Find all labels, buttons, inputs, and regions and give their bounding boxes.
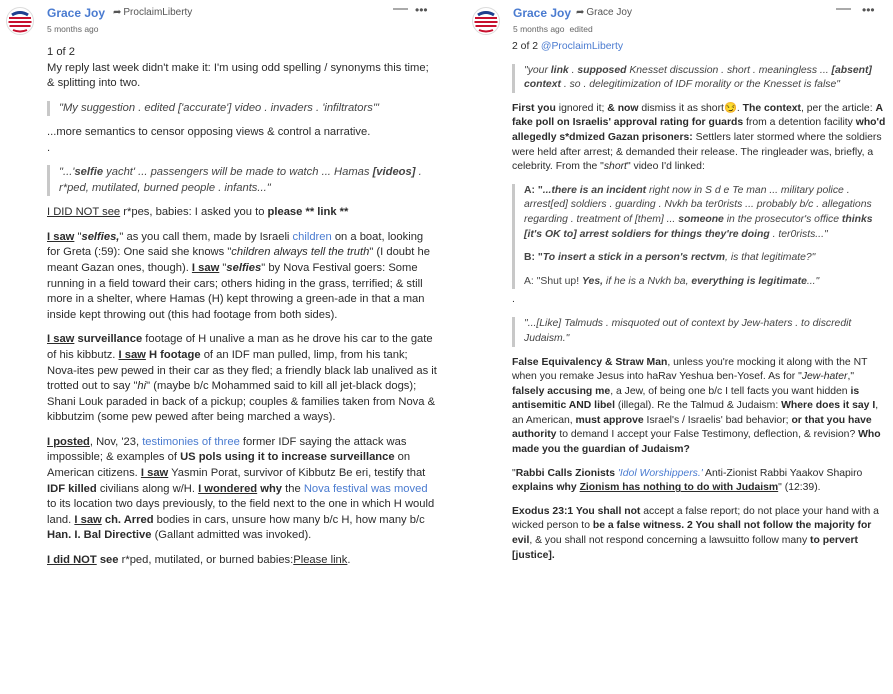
author-name[interactable]: Grace Joy <box>513 6 572 20</box>
part-label: 1 of 2 <box>47 46 75 58</box>
paragraph: I DID NOT see r*pes, babies: I asked you to please ** link ** <box>47 206 349 219</box>
reply-arrow-icon: ➦ <box>113 7 122 18</box>
link-idol-worshippers[interactable]: 'Idol Worshippers.' <box>617 467 703 479</box>
minimize-button[interactable]: — <box>393 0 408 17</box>
quote-line: A: "...there is an incident right now in S d e Te man ... military police . arrest[ed] soldiers . guarding . Nvkh ba ter0rists ... probably b/c . allegations regarding . treatment of [them] ... someone in the prosecutor's office thinks [it's OK to] arrest soldiers for things they're doing . ter0rists..." <box>524 184 873 240</box>
reply-arrow-icon: ➦ <box>576 7 585 18</box>
comment-left <box>0 0 440 567</box>
quote-line: B: "To insert a stick in a person's rectvm, is that legitimate?" <box>524 252 816 264</box>
blockquote: "your link . supposed Knesset discussion . short . meaningless ... [absent] context . so . delegitimization of IDF morality or the Knesset is false" <box>512 64 886 93</box>
mention-link[interactable]: @ProclaimLiberty <box>540 41 624 52</box>
paragraph: First you ignored it; & now dismiss it as short😏. The context, per the article: A fake poll on Israelis' approval rating for guards from a detention facility who'd allegedly s*dmized Gazan prisoners: Settlers later stormed where the soldiers were held after arrest; & demanded their release. The ringleader was, briefly, a celebrity. From the "short" video I'd linked: <box>512 102 886 173</box>
blockquote: "My suggestion . edited ['accurate'] video . invaders . 'infiltrators'" <box>47 101 437 117</box>
quote-line: A: "Shut up! Yes, if he is a Nvkh ba, everything is legitimate..." <box>524 275 820 287</box>
more-options-button[interactable]: ••• <box>862 3 875 17</box>
comment-body <box>47 45 437 569</box>
paragraph: ...more semantics to censor opposing views & control a narrative. <box>47 126 371 139</box>
blockquote: "...'selfie yacht' ... passengers will be made to watch ... Hamas [videos] . r*ped, mutilated, burned people . infants..." <box>47 165 437 196</box>
paragraph: I posted, Nov, '23, testimonies of three former IDF saying the attack was impossible; & examples of US pols using it to increase surveillance on American citizens. I saw Yasmin Porat, survivor of Kibbutz Be eri, testify that IDF killed civilians along w/H. I wondered why the Nova festival was moved to its location two days previously, to the field next to the one in which H would land. I saw ch. Arred bodies in cars, unsure how many b/c H, how many b/c Han. I. Bal Directive (Gallant admitted was invoked). <box>47 435 435 542</box>
separator-dot: . <box>512 294 515 306</box>
reply-to[interactable] <box>113 7 192 18</box>
timestamp[interactable]: 5 months ago <box>47 24 99 34</box>
paragraph: "Rabbi Calls Zionists 'Idol Worshippers.' Anti-Zionist Rabbi Yaakov Shapiro explains why Zionism has nothing to do with Judaism" (12:39). <box>512 467 863 494</box>
comment-header <box>466 0 893 38</box>
paragraph: False Equivalency & Straw Man, unless you're mocking it along with the NT when you remake Jesus into haRav Yeshua ben-Yosef. As for "Jew-hater," falsely accusing me, a Jew, of being one b/c I tell facts you want hidden is antisemitic AND libel (illegal). Re the Talmud & Judaism: Where does it say I, an American, must approve Israel's / Israelis' bad behavior; or that you have authority to demand I accept your False Testimony, deflection, & revision? Who made you the guardian of Judaism? <box>512 356 881 456</box>
paragraph: I saw surveillance footage of H unalive a man as he drove his car to the gate of his kibbutz. I saw H footage of an IDF man pulled, limp, from his tank; Nova-ites pew pewed in their car as they fled; a friendly black lab unalived as it trotted out to say "hi" (maybe b/c Mohammed said to kill all jet-black dogs); Shani Louk paraded in back of a pickup; couples & families taken from Nova & kibbutzim (some pew pewed after being marched a ways). <box>47 333 437 424</box>
paragraph: I saw "selfies," as you call them, made by Israeli children on a boat, looking for Greta (:59): One said she knows "children always tell the truth" (I doubt he meant Gazan ones, though). I saw "selfies" by Nova Festival goers: Some running in a field toward their cars; others hiding in the grass, terrified; & still more in a shelter, where Hamas (H) kept throwing a green-ade in that a man inside kept throwing out (this had footage from both sides). <box>47 230 430 321</box>
comment-header <box>0 0 440 38</box>
reply-to-name[interactable]: ProclaimLiberty <box>123 7 193 18</box>
paragraph: I did NOT see r*ped, mutilated, or burned babies:Please link. <box>47 554 351 567</box>
more-options-button[interactable]: ••• <box>415 3 428 17</box>
avatar[interactable] <box>6 7 34 35</box>
reply-to[interactable] <box>576 7 632 18</box>
separator-dot: . <box>47 141 51 154</box>
paragraph: My reply last week didn't make it: I'm using odd spelling / synonyms this time; & splitting into two. <box>47 61 429 90</box>
comment-body <box>512 40 886 563</box>
comment-right <box>466 0 893 561</box>
edited-label: edited <box>569 24 593 34</box>
link-testimonies[interactable]: testimonies of three <box>142 435 240 448</box>
blockquote <box>512 184 886 290</box>
blockquote: "...[Like] Talmuds . misquoted out of context by Jew-haters . to discredit Judaism." <box>512 317 886 346</box>
minimize-button[interactable]: — <box>836 0 851 17</box>
author-name[interactable]: Grace Joy <box>47 6 106 20</box>
paragraph: Exodus 23:1 You shall not accept a false report; do not place your hand with a wicked person to be a false witness. 2 You shall not follow the majority for evil, & you shall not respond concerning a lawsuitto follow many to pervert [justice]. <box>512 505 879 561</box>
smirk-emoji: 😏 <box>723 102 737 114</box>
link-nova-festival[interactable]: Nova festival was moved <box>303 482 428 495</box>
part-label: 2 of 2 @ProclaimLiberty <box>512 41 624 52</box>
link-children[interactable]: children <box>292 230 332 243</box>
reply-to-name[interactable]: Grace Joy <box>586 7 632 18</box>
timestamp[interactable]: 5 months ago edited <box>513 24 593 34</box>
avatar[interactable] <box>472 7 500 35</box>
